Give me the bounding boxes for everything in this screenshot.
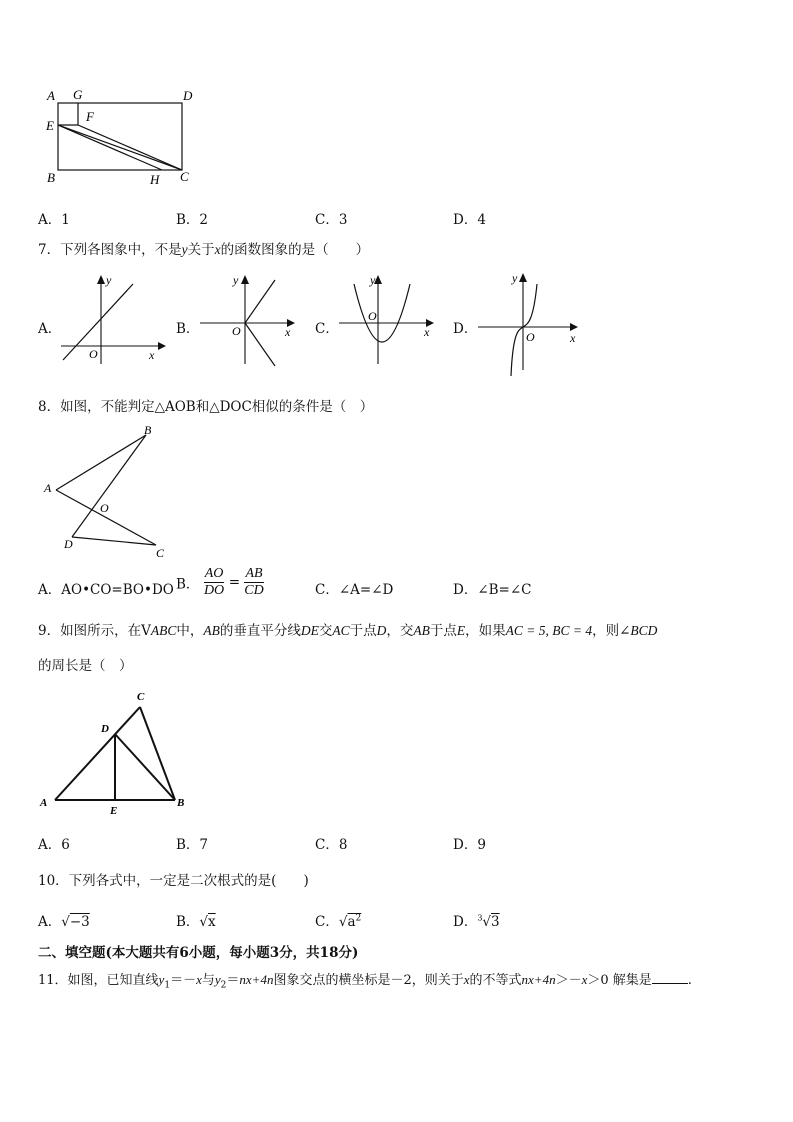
- q7-option-d-letter: D．: [453, 321, 478, 337]
- q7-option-c-letter: C．: [315, 321, 339, 337]
- graph-a-x-label: x: [149, 348, 155, 362]
- q7-option-b-letter: B．: [176, 321, 200, 337]
- graph-d-o-label: O: [526, 330, 535, 344]
- label-C: C: [180, 169, 189, 184]
- q9-label-C: C: [137, 691, 145, 703]
- q8-label-O: O: [100, 501, 109, 515]
- graph-b-o-label: O: [232, 324, 241, 338]
- sqrt-symbol: √: [61, 914, 70, 930]
- q8-label-A: A: [44, 481, 52, 495]
- graph-a-o-label: O: [89, 347, 98, 361]
- q8-option-c: C．∠A=∠D: [315, 582, 394, 598]
- sqrt-symbol: √: [199, 914, 209, 930]
- q9-label-B: B: [177, 797, 185, 809]
- label-F: F: [86, 109, 94, 124]
- q6-rectangle-figure: [40, 85, 210, 190]
- q6-option-c: C．3: [315, 212, 348, 228]
- q10-question: 10．下列各式中，一定是二次根式的是( ): [38, 873, 309, 889]
- graph-b-x-label: x: [285, 325, 291, 339]
- answer-blank[interactable]: [652, 973, 688, 984]
- q10-option-d: D．$^3$√3: [453, 913, 500, 930]
- q8-option-a: A．AO•CO=BO•DO: [38, 582, 174, 598]
- graph-b-y-label: y: [233, 273, 239, 287]
- section-2-title: 二、填空题(本大题共有6小题，每小题3分，共18分): [38, 945, 359, 961]
- q6-option-a: A．1: [38, 212, 70, 228]
- q8-question: 8．如图，不能判定△AOB和△DOC相似的条件是（ ）: [38, 399, 374, 415]
- graph-d-x-label: x: [570, 331, 576, 345]
- q7-graph-b: [197, 272, 302, 372]
- q9-option-d: D．9: [453, 837, 486, 853]
- graph-d-y-label: y: [512, 271, 518, 285]
- q7-question: 7．下列各图象中，不是y关于x的函数图象的是（ ）: [38, 242, 370, 258]
- q8-label-D: D: [64, 537, 73, 551]
- label-B: B: [47, 170, 55, 185]
- sqrt-symbol: √: [482, 914, 492, 930]
- q6-option-b: B．2: [176, 212, 209, 228]
- q7-option-a-letter: A．: [38, 321, 62, 337]
- q8-option-d: D．∠B=∠C: [453, 582, 532, 598]
- graph-a-y-label: y: [106, 273, 112, 287]
- q9-option-b: B．7: [176, 837, 209, 853]
- q9-label-A: A: [40, 797, 48, 809]
- q9-label-D: D: [101, 723, 109, 735]
- q10-option-b: B．√x: [176, 914, 216, 930]
- graph-c-x-label: x: [424, 325, 430, 339]
- q9-label-E: E: [110, 805, 118, 817]
- q11-question: 11．如图，已知直线$y_1=-x$与$y_2=nx+4n$图象交点的横坐标是－2，则关于x的不等式nx+4n＞－x＞0 解集是 .: [38, 972, 692, 991]
- q8-triangles-figure: [40, 420, 180, 565]
- q7-graph-a: [58, 272, 168, 367]
- graph-c-o-label: O: [368, 309, 377, 323]
- label-A: A: [47, 88, 55, 103]
- q10-option-a: A．√−3: [38, 914, 90, 930]
- q8-label-C: C: [156, 546, 165, 560]
- label-H: H: [150, 172, 160, 187]
- q9-option-c: C．8: [315, 837, 348, 853]
- q8-option-b: B． $\frac{AO}{DO}$ = $\frac{AB}{CD}$: [176, 566, 264, 598]
- q9-option-a: A．6: [38, 837, 70, 853]
- q7-graph-d: [475, 270, 585, 380]
- q9-question-line2: 的周长是（ ）: [38, 658, 133, 674]
- q9-triangle-figure: [36, 688, 196, 818]
- label-E: E: [46, 118, 54, 133]
- label-G: G: [73, 87, 83, 102]
- q8-label-B: B: [144, 423, 152, 437]
- q10-option-c: C．$√a^2$: [315, 913, 362, 930]
- q9-question-line1: 9．如图所示，在VABC中，AB的垂直平分线DE交AC于点D，交AB于点E，如果AC = 5, BC = 4，则∠BCD: [38, 623, 658, 639]
- graph-c-y-label: y: [370, 273, 376, 287]
- q6-option-d: D．4: [453, 212, 486, 228]
- label-D: D: [183, 88, 193, 103]
- sqrt-symbol: √: [338, 914, 348, 930]
- q7-graph-c: [336, 272, 441, 372]
